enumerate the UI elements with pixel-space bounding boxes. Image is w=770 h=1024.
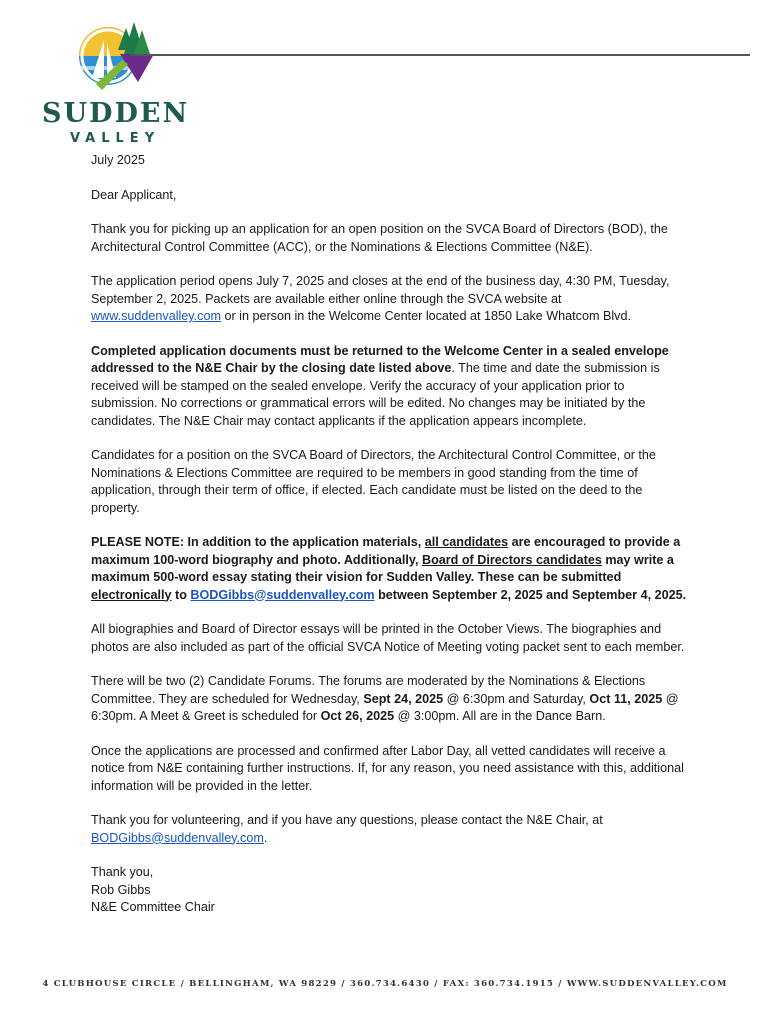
p5-text-a: PLEASE NOTE: In addition to the application materials,	[91, 535, 425, 549]
paragraph-3	[91, 343, 691, 431]
p5-underline-2: Board of Directors candidates	[421, 552, 602, 567]
p3-rest: . The time and date the submission is received will be stamped on the sealed envelope. Verify the accuracy of your application prior to submission. No corrections or grammatical errors will be edited. No changes may be initiated by the candidates. The N&E Chair may contact applicants if the application appears incomplete.	[91, 361, 660, 428]
p7-text-a: There will be two (2) Candidate Forums. The forums are moderated by the Nominations & Elections Committee. They are scheduled for Wednesday,	[91, 674, 646, 706]
paragraph-5	[91, 534, 691, 604]
forum-date-1: Sept 24, 2025	[363, 691, 444, 706]
email-link-bod[interactable]: BODGibbs@suddenvalley.com	[190, 587, 375, 602]
salutation: Dear Applicant,	[91, 187, 177, 202]
forum-date-2: Oct 11, 2025	[589, 691, 663, 706]
p7-text-d: @ 3:00pm. All are in the Dance Barn.	[394, 709, 606, 723]
p5-text-c: may write a maximum 500-word essay stating their vision for Sudden Valley. These can be submitted	[91, 552, 674, 584]
logo-wordmark: SUDDEN	[42, 98, 190, 129]
p7-text-b: @ 6:30pm and Saturday,	[443, 691, 590, 706]
p5-underline-1: all candidates	[424, 535, 509, 549]
closing: Thank you,	[91, 865, 154, 879]
website-link[interactable]: www.suddenvalley.com	[91, 309, 221, 323]
letter-body	[91, 152, 691, 917]
p9-text-b: .	[263, 830, 268, 845]
paragraph-6: All biographies and Board of Director essays will be printed in the October Views. The biographies and photos are also included as part of the official SVCA Notice of Meeting voting packet sent to each member.	[91, 622, 685, 654]
meet-greet-date: Oct 26, 2025	[320, 709, 395, 723]
paragraph-7	[91, 673, 691, 726]
p2-text-b: or in person in the Welcome Center located at 1850 Lake Whatcom Blvd.	[220, 309, 631, 323]
p5-text-e: between September 2, 2025 and September 4, 2025.	[374, 587, 687, 602]
sudden-valley-logo	[42, 20, 190, 146]
logo-emblem-icon	[76, 20, 158, 100]
paragraph-1: Thank you for picking up an application for an open position on the SVCA Board of Directors (BOD), the Architectural Control Committee (ACC), or the Nominations & Elections Committee (N&E).	[91, 222, 668, 254]
paragraph-2	[91, 273, 691, 326]
signer-title: N&E Committee Chair	[91, 900, 215, 914]
p5-text-b: are encouraged to provide a maximum 100-word biography and photo. Additionally,	[91, 535, 681, 567]
footer-address: 4 CLUBHOUSE CIRCLE / BELLINGHAM, WA 98229 / 360.734.6430 / FAX: 360.734.1915 / WWW.SUDDENVALLEY.COM	[42, 979, 728, 989]
p5-text-d: to	[171, 587, 191, 602]
letter-date: July 2025	[91, 153, 145, 167]
p9-text-a: Thank you for volunteering, and if you have any questions, please contact the N&E Chair, at	[91, 813, 603, 827]
signer-name: Rob Gibbs	[91, 882, 151, 897]
p2-text-a: The application period opens July 7, 2025 and closes at the end of the business day, 4:30 PM, Tuesday, September 2, 2025. Packets are available either online through the SVCA website at	[91, 274, 670, 306]
p3-bold: Completed application documents must be returned to the Welcome Center in a sealed envelope addressed to the N&E Chair by the closing date listed above	[91, 343, 669, 375]
header-rule	[130, 54, 750, 56]
logo-subtitle: VALLEY	[70, 131, 161, 146]
p7-text-c: @ 6:30pm. A Meet & Greet is scheduled for	[91, 691, 679, 723]
email-link-chair[interactable]: BODGibbs@suddenvalley.com	[91, 830, 264, 845]
paragraph-8: Once the applications are processed and confirmed after Labor Day, all vetted candidates will receive a notice from N&E containing further instructions. If, for any reason, you need assistance with this, additional information will be provided in the letter.	[91, 743, 684, 793]
paragraph-9	[91, 812, 691, 847]
p5-underline-3: electronically	[91, 587, 172, 602]
paragraph-4: Candidates for a position on the SVCA Board of Directors, the Architectural Control Committee, or the Nominations & Elections Committee are required to be members in good standing from the time of application, through their term of office, if elected. Each candidate must be listed on the deed to the property.	[91, 448, 656, 515]
